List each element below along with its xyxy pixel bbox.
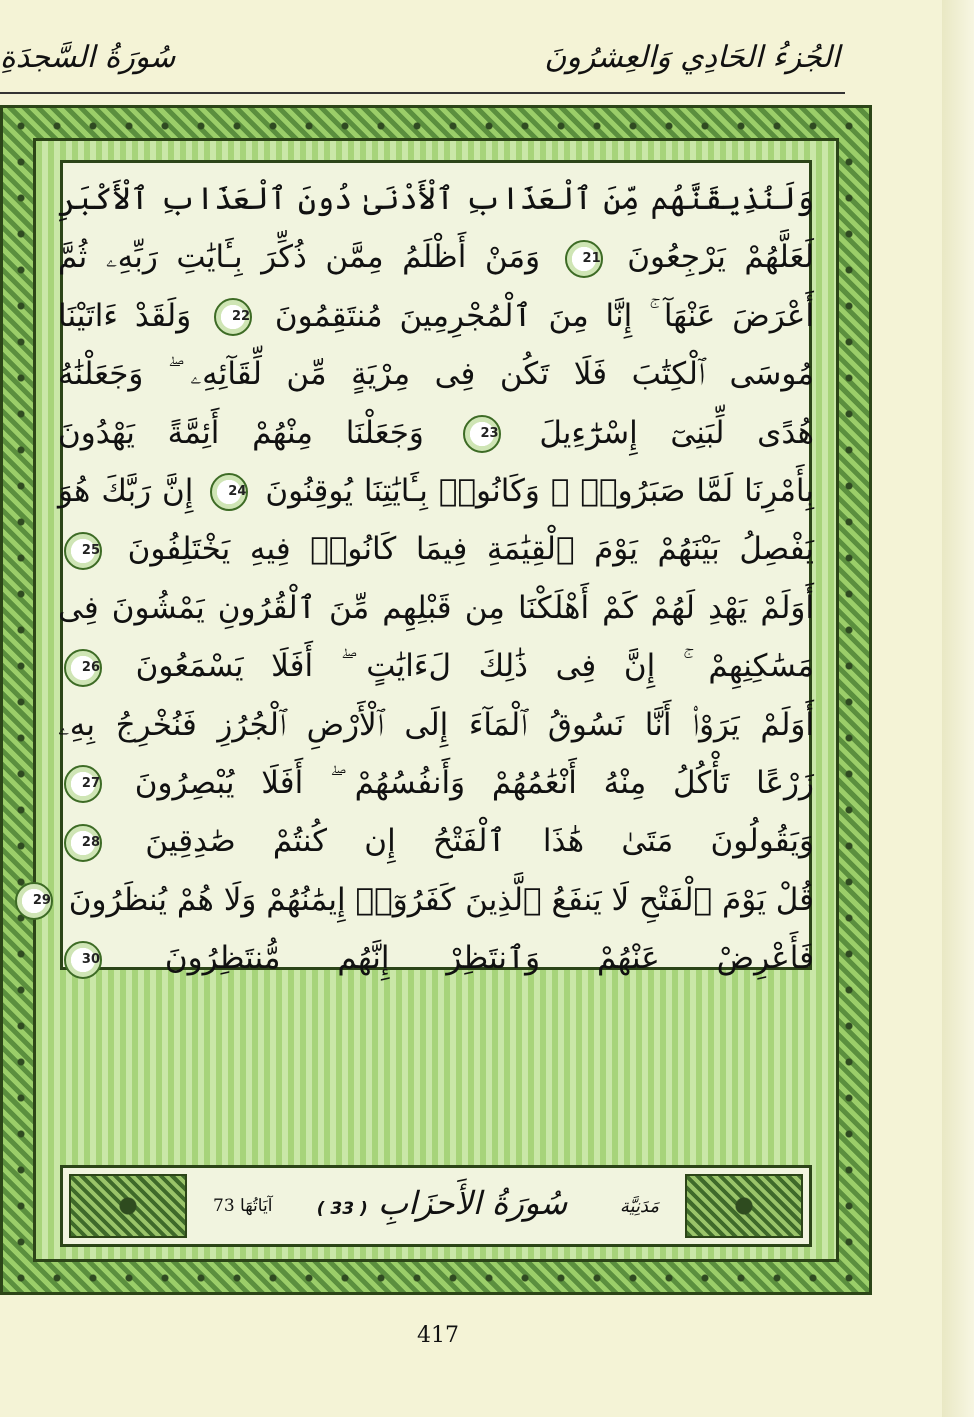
banner-ornament-left <box>69 1174 187 1238</box>
surah-header-title: سُورَةُ السَّجدَةِ <box>0 40 176 75</box>
revelation-type: مَدَنِيَّة <box>619 1196 659 1217</box>
verse-line: مَسَٰكِنِهِمْ ۚ إِنَّ فِى ذَٰلِكَ لَءَايَٰتٍ ۖ أَفَلَا يَسْمَعُونَ 26 <box>58 637 814 695</box>
ayah-number-marker: 29 <box>15 882 53 920</box>
surah-number: ( 33 ) <box>316 1199 368 1219</box>
page-edge <box>942 0 974 1417</box>
verse-line: بِأَمْرِنَا لَمَّا صَبَرُوا۟ ۖ وَكَانُوا۟ بِـَٔايَٰتِنَا يُوقِنُونَ 24 إِنَّ رَبَّكَ هُوَ <box>58 462 814 520</box>
verse-line: أَوَلَمْ يَرَوْا۟ أَنَّا نَسُوقُ ٱلْمَآءَ إِلَى ٱلْأَرْضِ ٱلْجُرُزِ فَنُخْرِجُ بِهِۦ <box>58 706 814 743</box>
verse-line: لَعَلَّهُمْ يَرْجِعُونَ 21 وَمَنْ أَظْلَمُ مِمَّن ذُكِّرَ بِـَٔايَٰتِ رَبِّهِۦ ثُمَّ <box>58 228 814 286</box>
verse-line: مُوسَى ٱلْكِتَٰبَ فَلَا تَكُن فِى مِرْيَةٍ مِّن لِّقَآئِهِۦ ۖ وَجَعَلْنَٰهُ <box>58 356 814 393</box>
verse-line: وَيَقُولُونَ مَتَىٰ هَٰذَا ٱلْفَتْحُ إِن كُنتُمْ صَٰدِقِينَ 28 <box>58 812 814 870</box>
banner-center <box>195 1176 677 1238</box>
surah-banner <box>60 1165 812 1247</box>
ayah-number-marker: 22 <box>214 298 252 336</box>
ayah-number-marker: 27 <box>64 765 102 803</box>
verse-line: قُلْ يَوْمَ ٱلْفَتْحِ لَا يَنفَعُ ٱلَّذِينَ كَفَرُوٓا۟ إِيمَٰنُهُمْ وَلَا هُمْ يُنظَرُونَ 29 <box>58 871 814 929</box>
ayah-number-marker: 28 <box>64 824 102 862</box>
verse-line: فَأَعْرِضْ عَنْهُمْ وَٱنتَظِرْ إِنَّهُم مُّنتَظِرُونَ 30 <box>58 929 814 987</box>
verse-line: وَلَنُذِيقَنَّهُم مِّنَ ٱلْعَذَابِ ٱلْأَدْنَىٰ دُونَ ٱلْعَذَابِ ٱلْأَكْبَرِ <box>58 181 814 217</box>
verse-line: يَفْصِلُ بَيْنَهُمْ يَوْمَ ٱلْقِيَٰمَةِ فِيمَا كَانُوا۟ فِيهِ يَخْتَلِفُونَ 25 <box>58 520 814 578</box>
banner-ornament-right <box>685 1174 803 1238</box>
ayah-number-marker: 30 <box>64 941 102 979</box>
juz-title: الجُزءُ الحَادِي وَالعِشرُونَ <box>544 40 840 75</box>
page-header <box>0 40 860 90</box>
surah-name: سُورَةُ الأَحزَابِ <box>377 1184 568 1222</box>
verse-line: زَرْعًا تَأْكُلُ مِنْهُ أَنْعَٰمُهُمْ وَأَنفُسُهُمْ ۖ أَفَلَا يُبْصِرُونَ 27 <box>58 754 814 812</box>
surah-title <box>305 1184 568 1222</box>
verse-lines <box>32 170 815 987</box>
ayah-number-marker: 24 <box>210 473 248 511</box>
ayah-number-marker: 21 <box>565 240 603 278</box>
ayah-number-marker: 25 <box>64 532 102 570</box>
verse-line: أَعْرَضَ عَنْهَآ ۚ إِنَّا مِنَ ٱلْمُجْرِمِينَ مُنتَقِمُونَ 22 وَلَقَدْ ءَاتَيْنَا <box>58 287 814 345</box>
ayat-count: آيَاتُهَا 73 <box>213 1196 273 1216</box>
ayah-number-marker: 23 <box>463 415 501 453</box>
page-number: 417 <box>417 1323 459 1348</box>
verse-line: أَوَلَمْ يَهْدِ لَهُمْ كَمْ أَهْلَكْنَا مِن قَبْلِهِم مِّنَ ٱلْقُرُونِ يَمْشُونَ فِى <box>58 589 814 626</box>
verse-line: هُدًى لِّبَنِىٓ إِسْرَٰٓءِيلَ 23 وَجَعَلْنَا مِنْهُمْ أَئِمَّةً يَهْدُونَ <box>58 404 814 462</box>
ayah-number-marker: 26 <box>64 649 102 687</box>
header-divider <box>0 92 845 94</box>
